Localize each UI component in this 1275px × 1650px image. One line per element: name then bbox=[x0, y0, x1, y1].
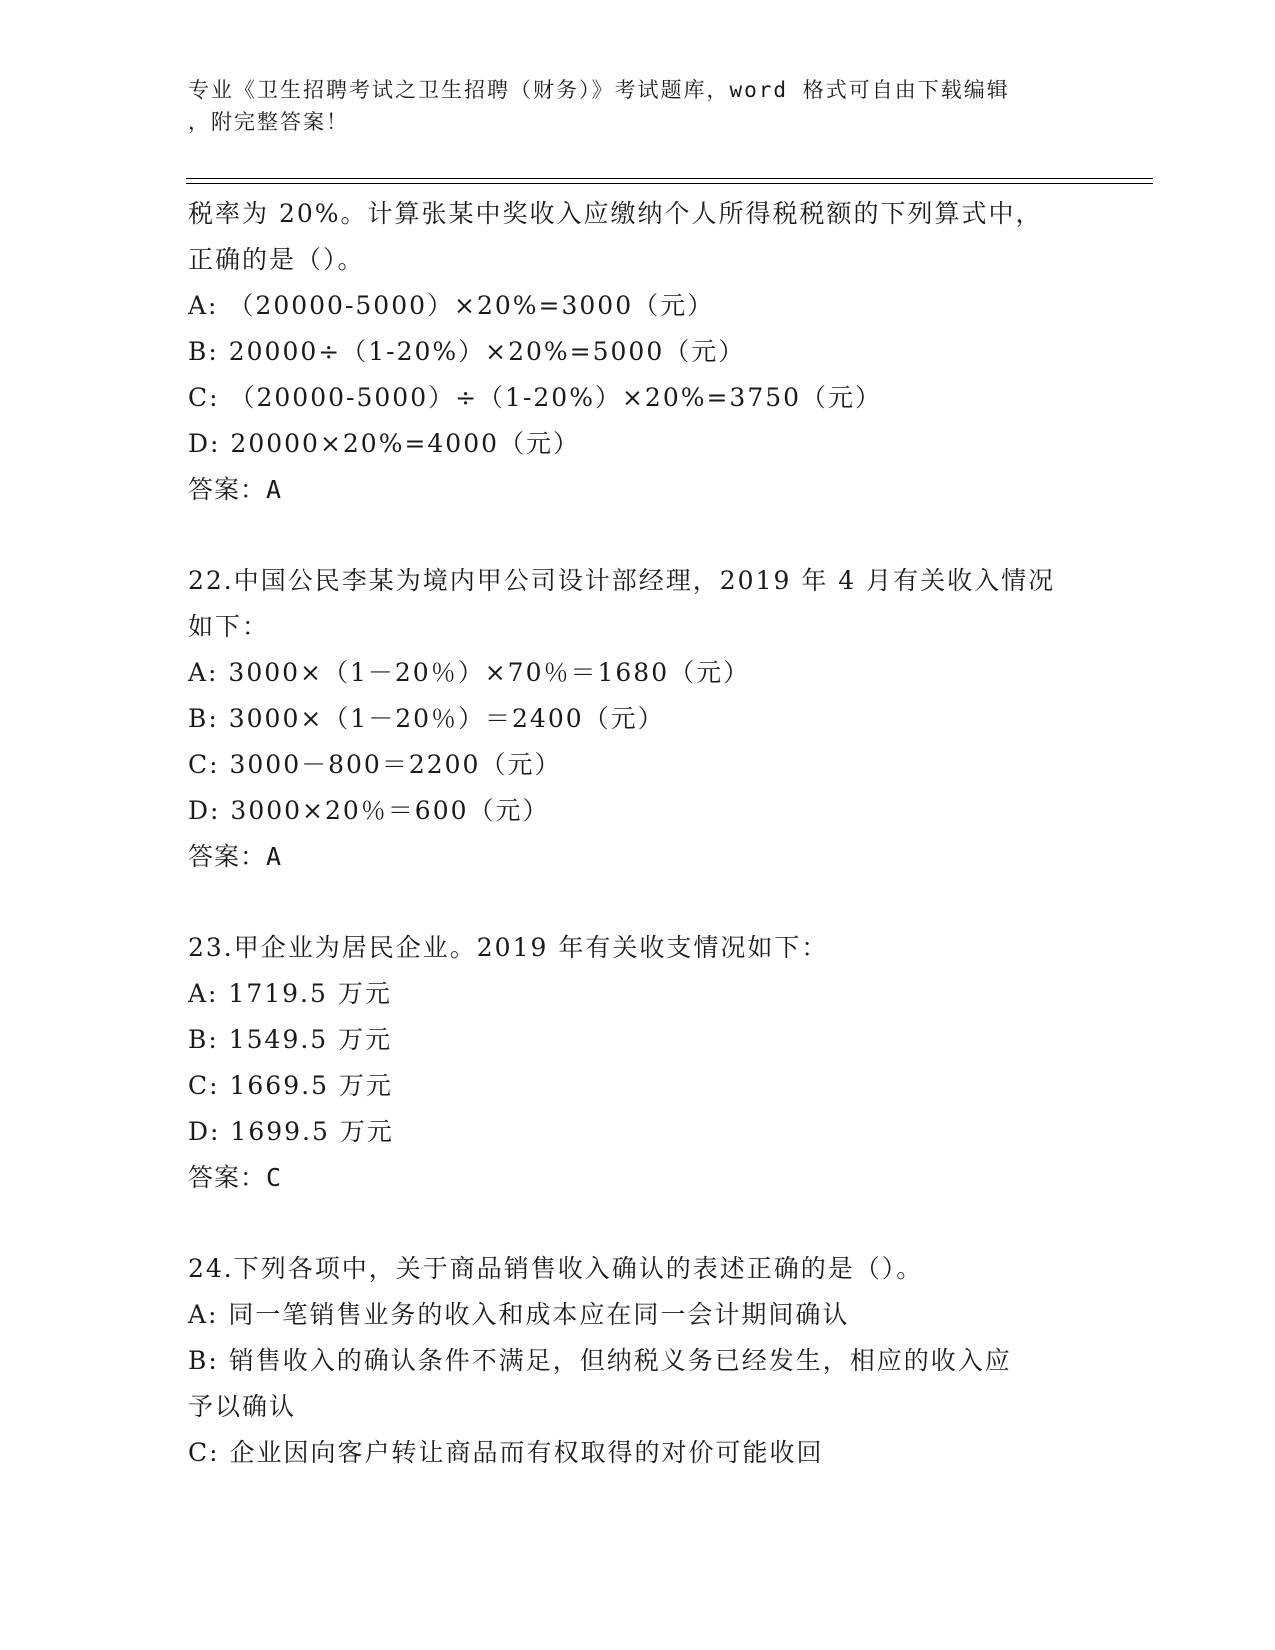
spacer bbox=[188, 880, 1088, 925]
answer-line: 答案：A bbox=[188, 475, 283, 504]
question-22 bbox=[188, 558, 1088, 880]
answer-line: 答案：C bbox=[188, 1163, 283, 1192]
question-23 bbox=[188, 925, 1088, 1201]
document-body bbox=[188, 191, 1088, 1476]
spacer bbox=[188, 513, 1088, 558]
document-header bbox=[188, 74, 1068, 138]
option-d: D: 3000×20％＝600（元） bbox=[188, 796, 550, 825]
question-21 bbox=[188, 191, 1088, 513]
option-c: C: 1669.5 万元 bbox=[188, 1071, 393, 1100]
question-stem-line: 24.下列各项中，关于商品销售收入确认的表述正确的是（）。 bbox=[188, 1254, 924, 1283]
spacer bbox=[188, 1201, 1088, 1246]
answer-line: 答案：A bbox=[188, 842, 283, 871]
question-stem-line: 正确的是（）。 bbox=[188, 245, 365, 274]
question-stem-line: 23.甲企业为居民企业。2019 年有关收支情况如下： bbox=[188, 933, 829, 962]
question-stem-line: 22.中国公民李某为境内甲公司设计部经理，2019 年 4 月有关收入情况 bbox=[188, 566, 1056, 595]
option-b-continued: 予以确认 bbox=[188, 1392, 297, 1421]
option-b: B: 3000×（1－20％）＝2400（元） bbox=[188, 704, 665, 733]
option-b: B: 销售收入的确认条件不满足，但纳税义务已经发生，相应的收入应 bbox=[188, 1346, 1012, 1375]
option-a: A: 3000×（1－20％）×70％＝1680（元） bbox=[188, 658, 751, 687]
option-b: B: 20000÷（1-20%）×20%=5000（元） bbox=[188, 337, 746, 366]
option-c: C: 3000－800＝2200（元） bbox=[188, 750, 562, 779]
option-a: A: （20000-5000）×20%=3000（元） bbox=[188, 291, 715, 320]
option-a: A: 同一笔销售业务的收入和成本应在同一会计期间确认 bbox=[188, 1300, 850, 1329]
option-d: D: 20000×20%=4000（元） bbox=[188, 429, 581, 458]
header-line-2: ，附完整答案！ bbox=[188, 110, 349, 134]
question-stem-line: 如下： bbox=[188, 612, 270, 641]
option-c: C: （20000-5000）÷（1-20%）×20%=3750（元） bbox=[188, 383, 883, 412]
header-line-1: 专业《卫生招聘考试之卫生招聘（财务）》考试题库，word 格式可自由下载编辑 bbox=[188, 78, 1010, 102]
question-24 bbox=[188, 1246, 1088, 1476]
option-b: B: 1549.5 万元 bbox=[188, 1025, 393, 1054]
option-a: A: 1719.5 万元 bbox=[188, 979, 392, 1008]
header-rule-bottom bbox=[186, 183, 1153, 184]
question-stem-line: 税率为 20%。计算张某中奖收入应缴纳个人所得税税额的下列算式中， bbox=[188, 199, 1043, 228]
option-c: C: 企业因向客户转让商品而有权取得的对价可能收回 bbox=[188, 1438, 824, 1467]
header-rule-top bbox=[186, 178, 1153, 179]
option-d: D: 1699.5 万元 bbox=[188, 1117, 394, 1146]
